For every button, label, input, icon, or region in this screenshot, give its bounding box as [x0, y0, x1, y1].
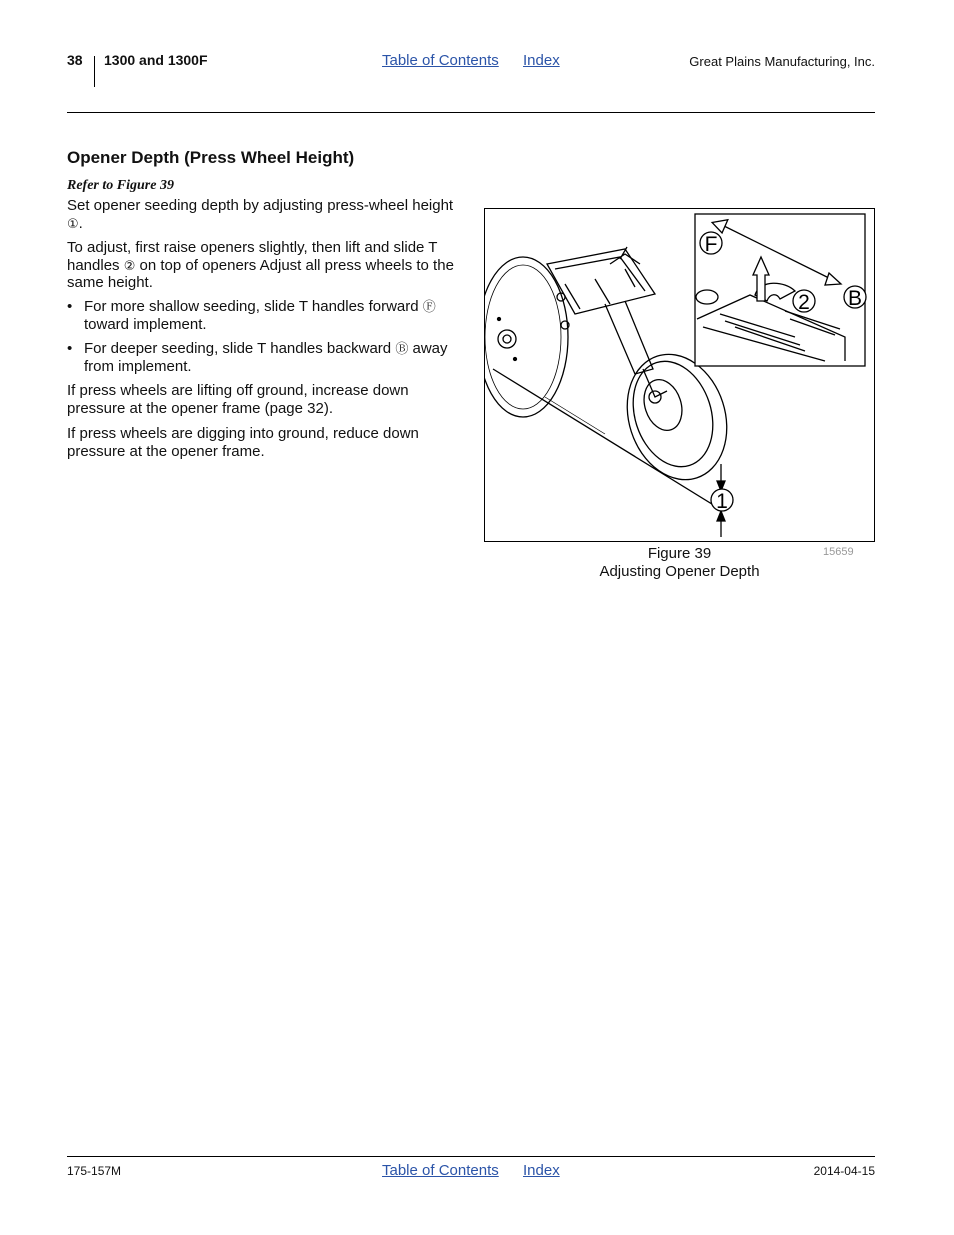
bullet-deeper-tail: away from implement.: [84, 340, 448, 375]
callout-2-ref: ②: [123, 257, 136, 273]
paragraph-lifting: If press wheels are lifting off ground, increase down pressure at the opener frame (page 32).: [67, 382, 409, 417]
footer-toc-link[interactable]: Table of Contents: [382, 1162, 499, 1179]
callout-b: B: [847, 287, 863, 310]
bullet-shallow: [67, 298, 462, 333]
ground-line: [493, 369, 720, 509]
figure-caption: [484, 545, 875, 581]
p2-text-a: To adjust, first raise openers slightly, then lift and slide T handles: [67, 239, 438, 274]
figure-title: Adjusting Opener Depth: [599, 563, 760, 580]
callout-2: 2: [798, 291, 810, 314]
footer-rule: [67, 1156, 875, 1157]
callout-f-ref: Ⓕ: [422, 299, 436, 314]
p2-text-b: on top of openers Adjust all press wheels to the same height.: [67, 256, 454, 291]
paragraph-digging: If press wheels are digging into ground, reduce down pressure at the opener frame.: [67, 425, 419, 460]
callout-1-ref: ①: [67, 215, 79, 231]
document-code: 175-157M: [67, 1164, 122, 1178]
bullet-dot: •: [67, 298, 73, 315]
bullet-dot: •: [67, 340, 73, 357]
paragraph-adjust: [67, 239, 462, 292]
callout-f: F: [704, 233, 718, 256]
bullet-shallow-text: For more shallow seeding, slide T handles forward: [84, 298, 423, 315]
header-rule: [67, 112, 875, 113]
company-name: Great Plains Manufacturing, Inc.: [689, 54, 875, 69]
bullet-deeper: [67, 340, 462, 375]
figure-number: Figure 39: [647, 545, 712, 562]
opener-disc: [485, 257, 568, 417]
opener-frame: [547, 247, 655, 374]
header-index-link[interactable]: Index: [523, 52, 560, 69]
callout-1: 1: [716, 490, 728, 513]
page-number: 38: [67, 52, 83, 68]
ground-shade-line: [545, 397, 605, 434]
footer-index-link[interactable]: Index: [523, 1162, 560, 1179]
bullet-deeper-text: For deeper seeding, slide T handles backward: [84, 340, 396, 357]
callout-b-ref: Ⓑ: [395, 341, 409, 356]
figure-code: 15659: [823, 546, 854, 558]
header-divider: [94, 56, 95, 87]
figure-39: [484, 208, 875, 542]
opener-illustration: [485, 209, 874, 541]
p1-tail: .: [78, 214, 83, 232]
model-name: 1300 and 1300F: [104, 52, 208, 68]
bullet-shallow-tail: toward implement.: [84, 315, 207, 333]
document-date: 2014-04-15: [813, 1164, 875, 1178]
paragraph-set-depth: [67, 197, 462, 232]
section-title: Opener Depth (Press Wheel Height): [67, 148, 355, 167]
header-toc-link[interactable]: Table of Contents: [382, 52, 499, 69]
p1-text: Set opener seeding depth by adjusting press-wheel height: [67, 197, 454, 214]
figure-reference: Refer to Figure 39: [67, 178, 174, 193]
